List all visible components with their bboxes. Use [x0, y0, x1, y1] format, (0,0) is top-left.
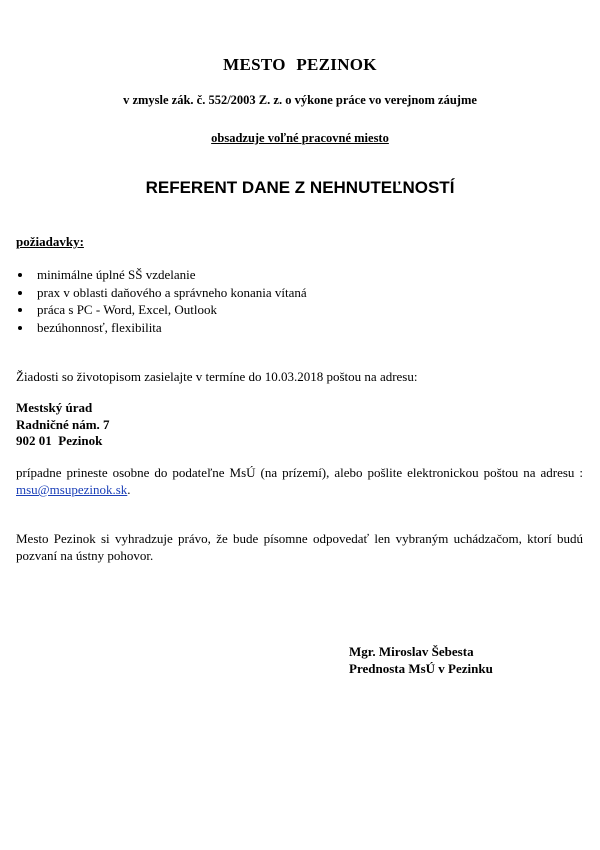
offer-line-text: obsadzuje voľné pracovné miesto: [211, 131, 389, 145]
delivery-text-end: .: [127, 482, 131, 497]
postal-address: [16, 400, 110, 450]
list-item: [16, 301, 576, 319]
delivery-instructions: [16, 464, 583, 498]
signatory-name: Mgr. Miroslav Šebesta: [349, 644, 474, 659]
address-line-city: 902 01 Pezinok: [16, 433, 103, 448]
reservation-notice: Mesto Pezinok si vyhradzuje právo, že bude písomne odpovedať len vybraným uchádzačom, ktorí budú pozvaní na ústny pohovor.: [16, 531, 583, 563]
email-link[interactable]: msu@msupezinok.sk: [16, 482, 128, 497]
requirement-text: bezúhonnosť, flexibilita: [37, 319, 162, 335]
requirements-list: [16, 266, 576, 336]
signature-block: [349, 644, 493, 677]
offer-line: [0, 131, 600, 146]
bullet-icon: [18, 273, 22, 277]
bullet-icon: [18, 308, 22, 312]
legal-basis: v zmysle zák. č. 552/2003 Z. z. o výkone práce vo verejnom záujme: [123, 93, 477, 107]
list-item: [16, 284, 576, 302]
requirements-heading: požiadavky:: [16, 234, 84, 249]
list-item: [16, 319, 576, 337]
position-title: REFERENT DANE Z NEHNUTEĽNOSTÍ: [145, 178, 455, 197]
address-line-street: Radničné nám. 7: [16, 416, 110, 432]
delivery-text: prípadne prineste osobne do podateľne MsÚ (na prízemí), alebo pošlite elektronickou poštou na adresu :: [16, 465, 583, 480]
signatory-role: Prednosta MsÚ v Pezinku: [349, 660, 493, 676]
bullet-icon: [18, 291, 22, 295]
requirement-text: prax v oblasti daňového a správneho konania vítaná: [37, 284, 307, 300]
city-title: MESTO PEZINOK: [223, 55, 377, 74]
requirement-text: minimálne úplné SŠ vzdelanie: [37, 267, 196, 282]
address-line-office: Mestský úrad: [16, 400, 93, 415]
bullet-icon: [18, 326, 22, 330]
list-item: [16, 266, 576, 284]
requirement-text: práca s PC - Word, Excel, Outlook: [37, 302, 217, 317]
application-instructions: Žiadosti so životopisom zasielajte v termíne do 10.03.2018 poštou na adresu:: [16, 369, 418, 384]
